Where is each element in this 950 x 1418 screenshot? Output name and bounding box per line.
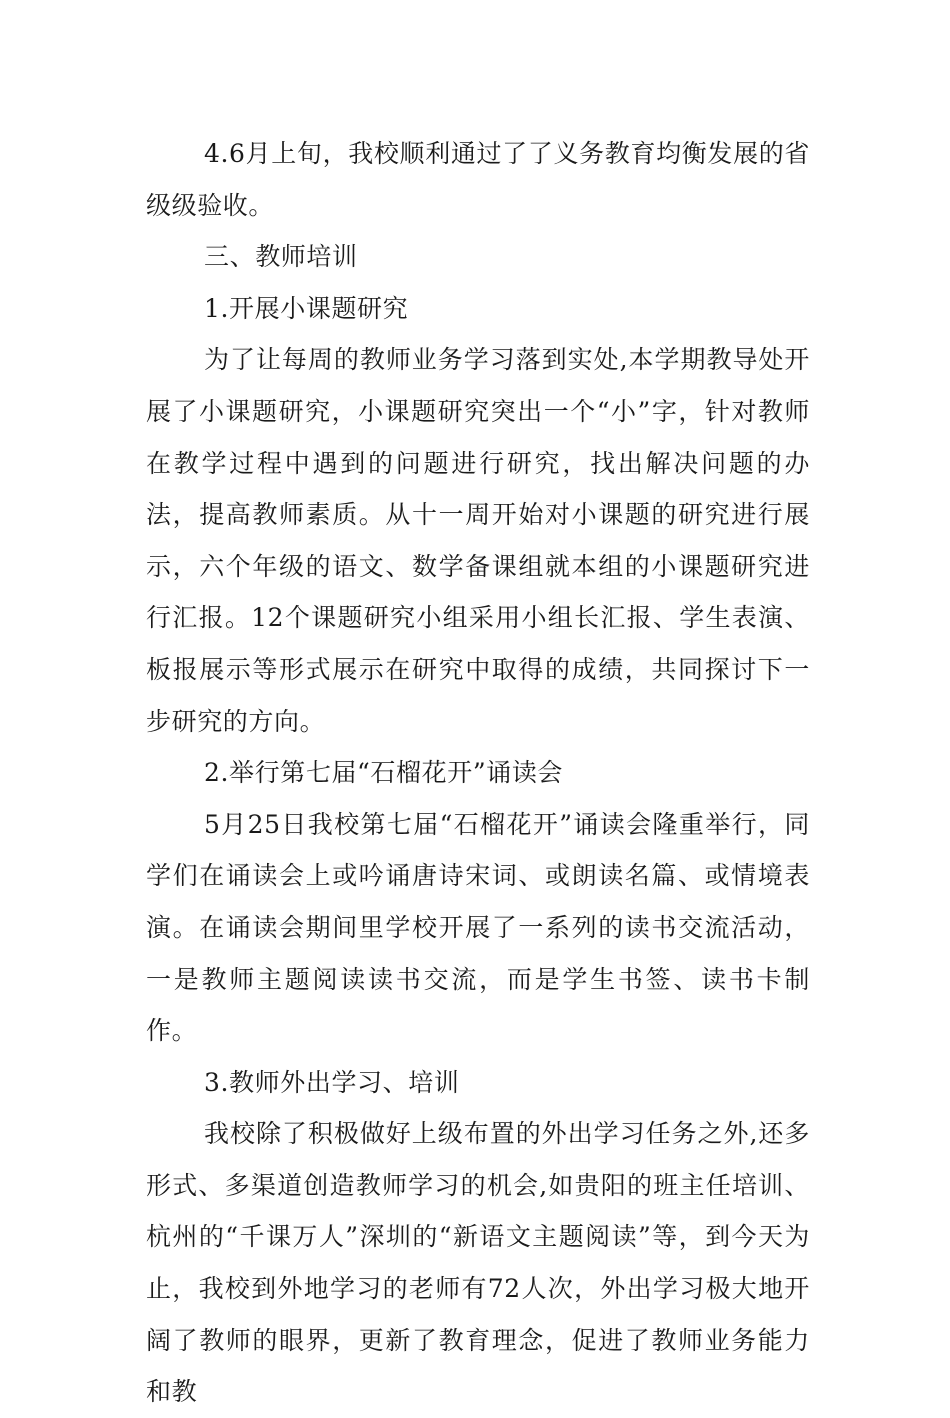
subheading-external-training: 3.教师外出学习、培训 [204, 1067, 460, 1097]
heading-teacher-training: 三、教师培训 [204, 242, 358, 272]
paragraph-recitation: 5月25日我校第七届“石榴花开”诵读会隆重举行，同学们在诵读会上或吟诵唐诗宋词、或朗读名篇、或情境表演。在诵读会期间里学校开展了一系列的读书交流活动，一是教师主题阅读读书交流，而是学生书签、读书卡制作。 [146, 809, 810, 1046]
document-body [146, 128, 810, 1418]
subheading-small-topic-research: 1.开展小课题研究 [204, 293, 409, 323]
paragraph-small-topic-research: 为了让每周的教师业务学习落到实处,本学期教导处开展了小课题研究，小课题研究突出一个“小”字，针对教师在教学过程中遇到的问题进行研究，找出解决问题的办法，提高教师素质。从十一周开始对小课题的研究进行展示，六个年级的语文、数学备课组就本组的小课题研究进行汇报。12个课题研究小组采用小组长汇报、学生表演、板报展示等形式展示在研究中取得的成绩，共同探讨下一步研究的方向。 [146, 345, 810, 736]
paragraph-acceptance: 4.6月上旬，我校顺利通过了了义务教育均衡发展的省级级验收。 [146, 139, 810, 220]
paragraph-external-training: 我校除了积极做好上级布置的外出学习任务之外,还多形式、多渠道创造教师学习的机会,如贵阳的班主任培训、杭州的“千课万人”深圳的“新语文主题阅读”等，到今天为止，我校到外地学习的老师有72人次，外出学习极大地开阔了教师的眼界，更新了教育理念，促进了教师业务能力和教 [146, 1119, 810, 1407]
subheading-recitation: 2.举行第七届“石榴花开”诵读会 [204, 758, 564, 788]
